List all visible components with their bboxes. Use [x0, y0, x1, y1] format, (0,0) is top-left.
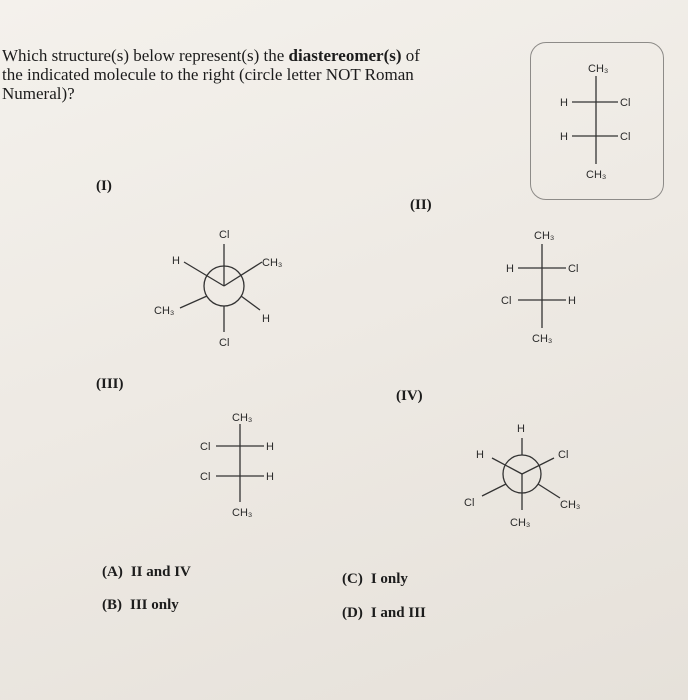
question-line-1: Which structure(s) below represent(s) the diastereomer(s) of	[2, 46, 420, 65]
III-row2-left: Cl	[200, 471, 211, 483]
II-row1-left: H	[506, 263, 514, 275]
I-front-top: Cl	[219, 229, 230, 241]
III-row2-right: H	[266, 471, 274, 483]
structure-IV-label: (IV)	[396, 388, 423, 404]
I-back-left: CH₃	[154, 305, 175, 317]
structure-II-label: (II)	[410, 197, 432, 213]
IV-front-left: H	[476, 449, 484, 461]
II-row2-right: H	[568, 295, 576, 307]
diastereomer-term: diastereomer(s)	[288, 46, 402, 65]
structure-I-label: (I)	[96, 178, 112, 194]
IV-back-left: Cl	[464, 497, 475, 509]
III-row1-left: Cl	[200, 441, 211, 453]
IV-front-bottom: CH₃	[510, 517, 531, 529]
ref-row2-right: Cl	[620, 131, 631, 143]
reference-fischer-projection	[550, 58, 650, 188]
ref-bottom-group: CH₃	[586, 169, 607, 181]
structure-I-newman	[150, 222, 300, 352]
II-bottom-group: CH₃	[532, 333, 553, 345]
IV-back-right: CH₃	[560, 499, 581, 511]
II-row1-right: Cl	[568, 263, 579, 275]
answer-choice-A[interactable]: (A) II and IV	[102, 564, 191, 580]
answer-choice-B[interactable]: (B) III only	[102, 597, 179, 613]
structure-IV-newman	[462, 418, 602, 540]
III-row1-right: H	[266, 441, 274, 453]
IV-back-top: H	[517, 423, 525, 435]
I-back-right: H	[262, 313, 270, 325]
question-line-2: the indicated molecule to the right (circle letter NOT Roman	[2, 65, 414, 84]
question-line-3: Numeral)?	[2, 84, 75, 103]
question-text	[2, 46, 522, 103]
IV-front-right: Cl	[558, 449, 569, 461]
III-top-group: CH₃	[232, 412, 253, 424]
I-back-bottom: Cl	[219, 337, 230, 349]
ref-top-group: CH₃	[588, 63, 609, 75]
ref-row1-left: H	[560, 97, 568, 109]
ref-row2-left: H	[560, 131, 568, 143]
answer-choice-C[interactable]: (C) I only	[342, 571, 408, 587]
ref-row1-right: Cl	[620, 97, 631, 109]
answer-choice-D[interactable]: (D) I and III	[342, 605, 426, 621]
structure-III-label: (III)	[96, 376, 124, 392]
II-row2-left: Cl	[501, 295, 512, 307]
I-front-right: CH₃	[262, 257, 283, 269]
II-top-group: CH₃	[534, 230, 555, 242]
structure-II-fischer	[500, 224, 600, 354]
III-bottom-group: CH₃	[232, 507, 253, 519]
I-front-left: H	[172, 255, 180, 267]
structure-III-fischer	[198, 410, 298, 525]
